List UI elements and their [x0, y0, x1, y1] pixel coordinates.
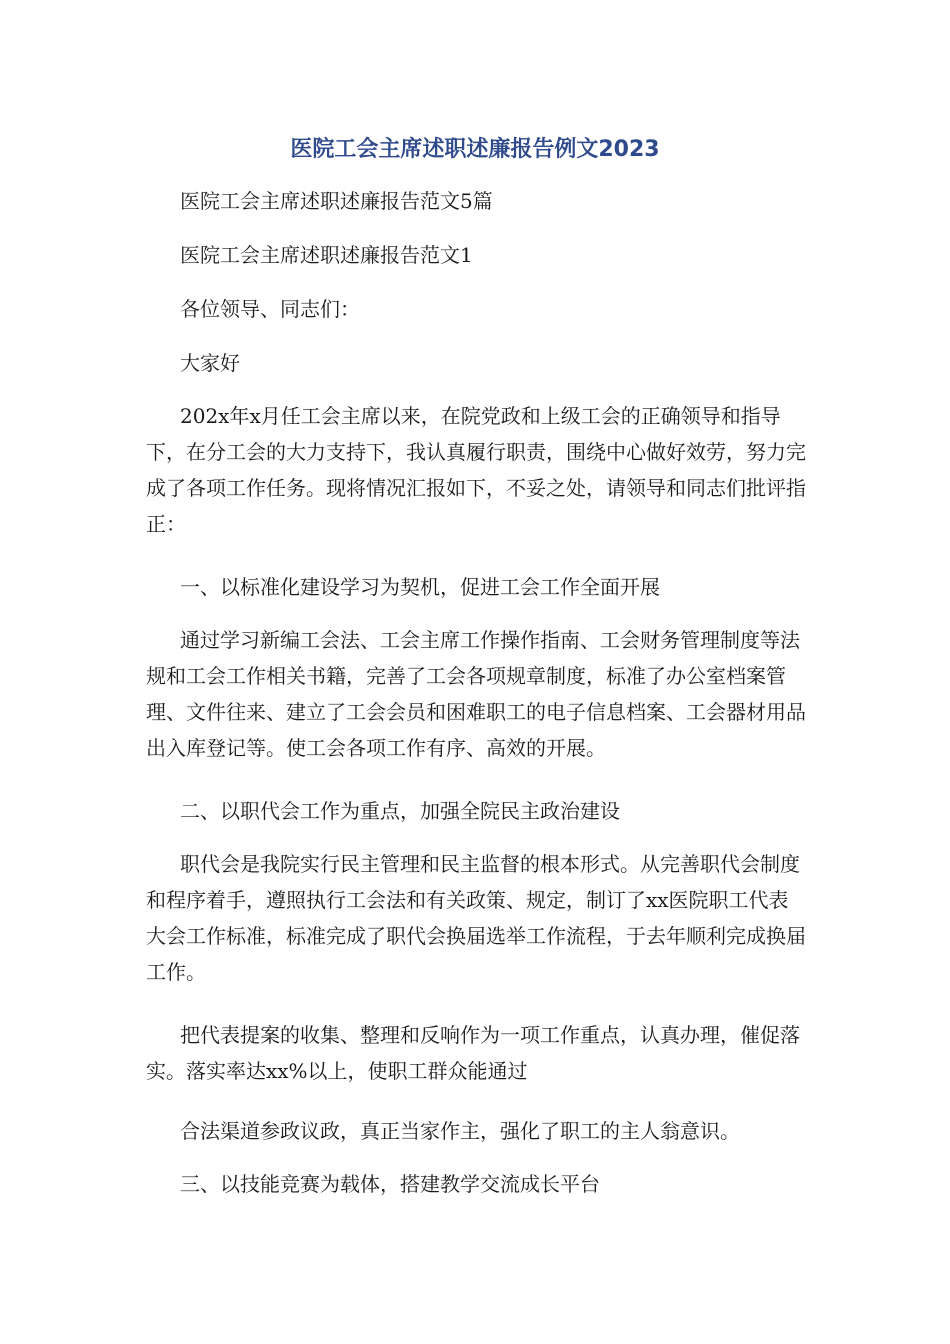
paragraph-subtitle-1: 医院工会主席述职述廉报告范文1 [180, 243, 473, 267]
document-title: 医院工会主席述职述廉报告例文2023 [290, 137, 660, 162]
paragraph-greeting: 大家好 [180, 351, 240, 375]
section-heading-2: 二、以职代会工作为重点，加强全院民主政治建设 [180, 799, 620, 823]
section-heading-1: 一、以标准化建设学习为契机，促进工会工作全面开展 [180, 575, 660, 599]
paragraph-participation: 合法渠道参政议政，真正当家作主，强化了职工的主人翁意识。 [180, 1119, 740, 1143]
paragraph-section-2: 职代会是我院实行民主管理和民主监督的根本形式。从完善职代会制度和程序着手，遵照执行工会法和有关政策、规定，制订了xx医院职工代表大会工作标准，标准完成了职代会换届选举工作流程，于去年顺利完成换届工作。 [146, 852, 806, 984]
paragraph-salutation: 各位领导、同志们： [180, 297, 360, 321]
paragraph-section-1: 通过学习新编工会法、工会主席工作操作指南、工会财务管理制度等法规和工会工作相关书籍，完善了工会各项规章制度，标准了办公室档案管理、文件往来、建立了工会会员和困难职工的电子信息档案、工会器材用品出入库登记等。使工会各项工作有序、高效的开展。 [146, 628, 806, 760]
paragraph-intro: 202x年x月任工会主席以来，在院党政和上级工会的正确领导和指导下，在分工会的大力支持下，我认真履行职责，围绕中心做好效劳，努力完成了各项工作任务。现将情况汇报如下，不妥之处，请领导和同志们批评指正： [146, 404, 806, 536]
section-heading-3: 三、以技能竞赛为载体，搭建教学交流成长平台 [180, 1172, 600, 1196]
paragraph-proposals: 把代表提案的收集、整理和反响作为一项工作重点，认真办理，催促落实。落实率达xx%以上，使职工群众能通过 [146, 1023, 800, 1083]
paragraph-subtitle-list: 医院工会主席述职述廉报告范文5篇 [180, 189, 493, 213]
